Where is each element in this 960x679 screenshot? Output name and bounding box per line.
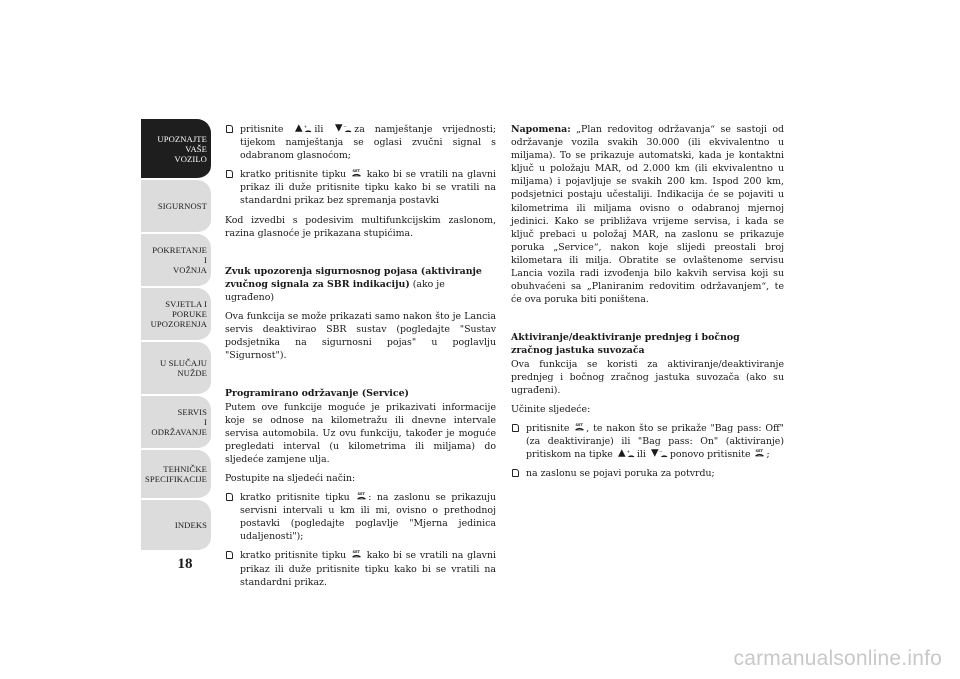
set-button-icon (575, 422, 584, 432)
section-heading: Aktiviranje/deaktiviranje prednjeg i bočnog zračnog jastuka suvozača (511, 332, 740, 357)
bullet-icon (226, 493, 233, 501)
tab-label: SERVIS I ODRŽAVANJE (151, 407, 207, 437)
list-item: kratko pritisnite tipku kako bi se vratili na glavni prikaz ili duže pritisnite tipku kako bi se vratili na standardni prikaz bez spremanja postavki (225, 168, 496, 207)
list-item: pritisnite ili za namještanje vrijednosti; tijekom namještanja se oglasi zvučni signal s odabranom glasnoćom; (225, 123, 496, 162)
list-item: pritisnite , te nakon što se prikaže "Bag pass: Off" (za deaktiviranje) ili "Bag pass: On" (aktiviranje) pritiskom na tipke ili ponovo pritisnite ; (511, 422, 784, 461)
tab-svjetla-i-poruke[interactable] (141, 288, 211, 342)
bullet-icon (512, 424, 519, 432)
page-number: 18 (177, 556, 193, 572)
right-column (511, 123, 784, 486)
tab-label: POKRETANJE I VOŽNJA (152, 245, 207, 275)
note-paragraph: Napomena: „Plan redovitog održavanja“ se sastoji od održavanje vozila svakih 30.000 (ili ekvivalentno u miljama). To se prikazuje automatski, kada je kontaktni ključ u položaju MAR, od 2.000 km (ili ekvivalentno u miljama) i pojavljuje se svakih 200 km. Ispod 200 km, podsjetnici postaju učestaliji. Indikacija će se pojaviti u kilometrima ili miljama ovisno o odabranoj mjernoj jedinici. Kako se približava vrijeme servisa, i kada se ključ prebaci u položaj MAR, na zaslonu se prikazuje poruka „Service“, nakon koje slijedi preostali broj kilometara ili milja. Obratite se ovlaštenome servisu Lancia vozila radi izvođenja bilo kakvih servisa koji su obuhvaćeni sa „Planiranim redovitim održavanjem“, te će ova poruka biti poništena. (511, 124, 784, 306)
tab-u-slucaju-nuzde[interactable] (141, 342, 211, 396)
paragraph: Kod izvedbi s podesivim multifunkcijskim zaslonom, razina glasnoće je prikazana stupićima. (225, 214, 496, 239)
section-heading: Programirano održavanje (Service) (225, 388, 409, 400)
paragraph: Učinite sljedeće: (511, 403, 591, 415)
tab-label: UPOZNAJTE VAŠE VOZILO (157, 133, 207, 164)
list-item: kratko pritisnite tipku : na zaslonu se prikazuju servisni intervali u km ili mi, ovisno o prethodnoj postavki (pogledajte poglavlje "Mjerna jedinica udaljenosti"); (225, 491, 496, 543)
bullet-icon (226, 551, 233, 559)
chapter-tabs (141, 119, 211, 552)
down-arrow-minus-icon (335, 123, 352, 133)
tab-label: INDEKS (174, 520, 207, 530)
set-button-icon (352, 168, 361, 178)
tab-upoznajte-vase-vozilo[interactable] (141, 119, 211, 180)
tab-servis-i-odrzavanje[interactable] (141, 396, 211, 450)
set-button-icon (755, 448, 764, 458)
up-arrow-plus-icon (618, 448, 635, 458)
left-column (225, 123, 496, 595)
tab-sigurnost[interactable] (141, 180, 211, 234)
list-item: kratko pritisnite tipku kako bi se vratili na glavni prikaz ili duže pritisnite tipku kako bi se vratili na standardni prikaz. (225, 549, 496, 588)
tab-indeks[interactable] (141, 500, 211, 552)
list-item: na zaslonu se pojavi poruka za potvrdu; (511, 467, 784, 480)
paragraph: Ova funkcija se koristi za aktiviranje/deaktiviranje prednjeg i bočnog zračnog jastuka suvozača (ako su ugrađeni). (511, 358, 784, 396)
note-label: Napomena: (511, 124, 571, 135)
paragraph: Postupite na sljedeći način: (225, 472, 356, 484)
paragraph: Ova funkcija se može prikazati samo nakon što je Lancia servis deaktivirao SBR sustav (pogledajte "Sustav podsjetnika na sigurnosni pojas" u poglavlju "Sigurnost"). (225, 311, 496, 362)
watermark: carmanualsonline.info (733, 647, 942, 670)
tab-label: TEHNIČKE SPECIFIKACIJE (145, 464, 207, 484)
tab-label: SVJETLA I PORUKE UPOZORENJA (150, 299, 207, 329)
paragraph: Putem ove funkcije moguće je prikazivati informacije koje se odnose na kilometražu ili dnevne intervale servisa automobila. Uz ovu funkciju, također je moguće pregledati interval (u kilometrima ili miljama) do sljedeće zamjene ulja. (225, 401, 496, 465)
up-arrow-plus-icon (295, 123, 312, 133)
down-arrow-minus-icon (651, 448, 668, 458)
tab-pokretanje-i-voznja[interactable] (141, 234, 211, 288)
set-button-icon (357, 491, 366, 501)
section-heading: Zvuk upozorenja sigurnosnog pojasa (aktiviranje zvučnog signala za SBR indikaciju) (ako je ugrađeno) (225, 265, 482, 303)
set-button-icon (352, 549, 361, 559)
bullet-icon (226, 125, 233, 133)
tab-label: U SLUČAJU NUŽDE (160, 358, 207, 378)
tab-tehnicke-specifikacije[interactable] (141, 450, 211, 500)
bullet-icon (226, 170, 233, 178)
tab-label: SIGURNOST (157, 201, 207, 211)
bullet-icon (512, 469, 519, 477)
